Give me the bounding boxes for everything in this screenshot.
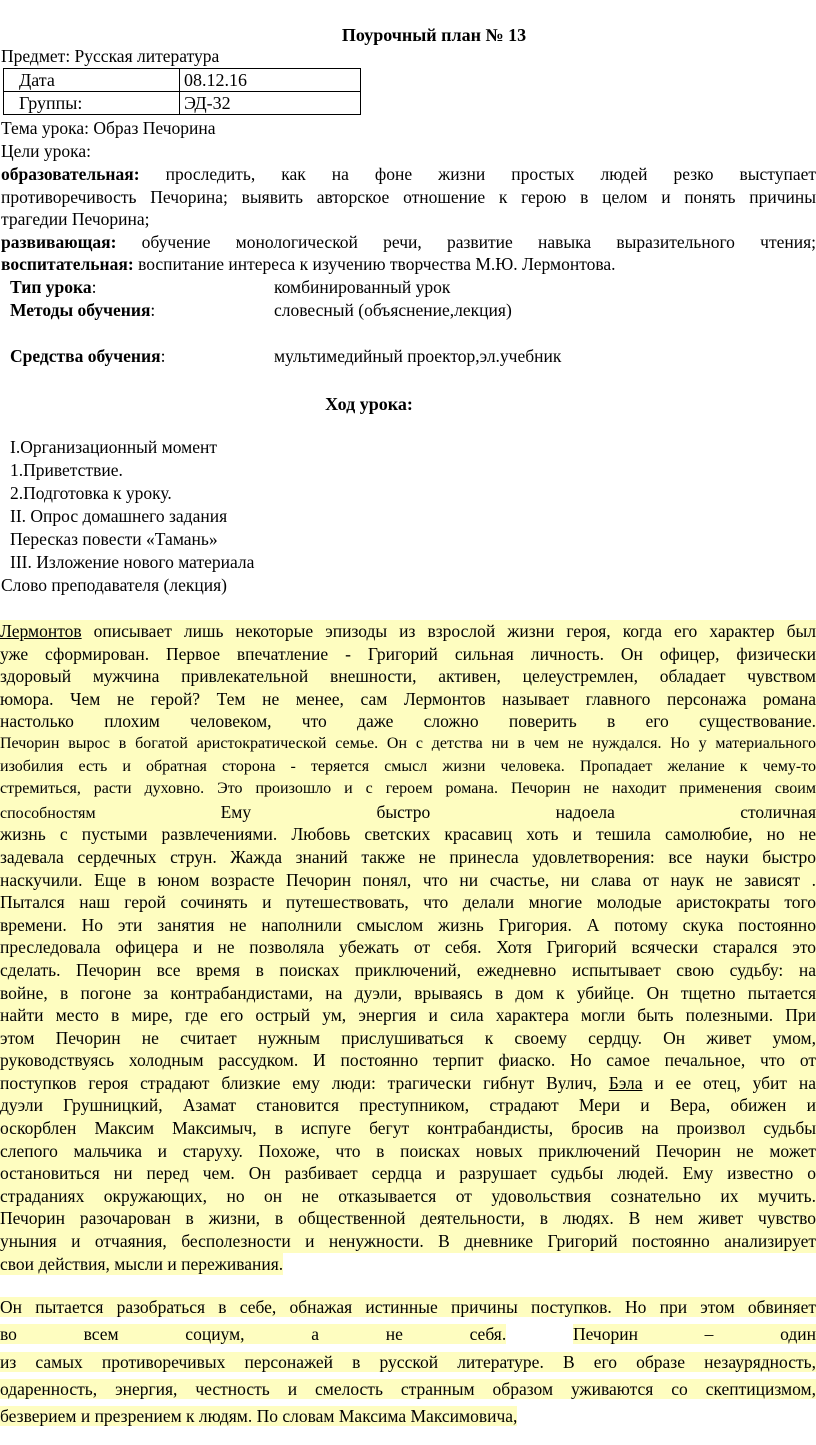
lecture-paragraph-2: Он пытается разобраться в себе, обнажая истинные причины поступков. Но при этом обвиняет во всем социум, а не себя. Печорин – один из самых противоречивых персонажей в русской литературе. В его образе незаурядность, одаренность, энергия, честность и смелость странным образом уживаются со скептицизмом, безверием и презрением к людям. По словам Максима Максимовича, bbox=[0, 1297, 816, 1427]
step-item: Пересказ повести «Тамань» bbox=[10, 529, 218, 549]
step-item: II. Опрос домашнего задания bbox=[10, 506, 228, 526]
subject-line: Предмет: Русская литература bbox=[1, 46, 220, 66]
goal2-text: обучение монологической речи, развитие навыка выразительного чтения; bbox=[141, 231, 816, 252]
lesson-type-row: Тип урока: комбинированный урок bbox=[10, 277, 451, 297]
goal1-line1: проследить, как на фоне жизни простых людей резко выступает bbox=[165, 164, 816, 184]
groups-value: ЭД-32 bbox=[180, 92, 361, 115]
table-row bbox=[4, 92, 361, 115]
step-item: 1.Приветствие. bbox=[10, 460, 123, 480]
teacher-word-line: Слово преподавателя (лекция) bbox=[1, 575, 227, 595]
goals-block bbox=[1, 163, 816, 276]
date-value: 08.12.16 bbox=[180, 69, 361, 92]
course-heading: Ход урока: bbox=[325, 394, 413, 414]
plan-title: Поурочный план № 13 bbox=[341, 25, 527, 45]
meta-table bbox=[3, 68, 361, 115]
lecture-paragraph-1: Лермонтов описывает лишь некоторые эпизоды из взрослой жизни героя, когда его характер был уже сформирован. Первое впечатление - Григорий сильная личность. Он офицер, физически здоровый мужчина привлекательной внешности, активен, целеустремлен, обладает чувством юмора. Чем не герой? Тем не менее, сам Лермонтов называет главного персонажа романа настолько плохим человеком, что даже сложно поверить в его существование. Печорин вырос в богатой аристократической семье. Он с детства ни в чем не нуждался. Но у материального изобилия есть и обратная сторона - теряется смысл жизни человека. Пропадает желание к чему-то стремиться, расти духовно. Это произошло и с героем романа. Печорин не находит применения своим способностям Ему быстро надоела столичная жизнь с пустыми развлечениями. Любовь светских красавиц хоть и тешила самолюбие, но не задевала сердечных струн. Жажда знаний также не принесла удовлетворения: все науки быстро наскучили. Еще в юном возрасте Печорин понял, что ни счастье, ни слава от наук не зависят . Пытался наш герой сочинять и путешествовать, что делали многие молодые аристократы того времени. Но эти занятия не наполнили смыслом жизнь Григория. А потому скука постоянно преследовала офицера и не позволяла убежать от себя. Хотя Григорий всячески старался это сделать. Печорин все время в поисках приключений, ежедневно испытывает свою судьбу: на войне, в погоне за контрабандистами, на дуэли, врываясь в дом к убийце. Он тщетно пытается найти место в мире, где его острый ум, энергия и сила характера могли быть полезными. При этом Печорин не считает нужным прислушиваться к своему сердцу. Он живет умом, руководствуясь холодным рассудком. И постоянно терпит фиаско. Но самое печальное, что от поступков героя страдают близкие ему люди: трагически гибнут Вулич, Бэла и ее отец, убит на дуэли Грушницкий, Азамат становится преступником, страдают Мери и Вера, обижен и оскорблен Максим Максимыч, в испуге бегут контрабандисты, бросив на произвол судьбы слепого мальчика и старуху. Похоже, что в поисках новых приключений Печорин не может остановиться ни перед чем. Он разбивает сердца и разрушает судьбы людей. Ему известно о страданиях окружающих, но он не отказывается от удовольствия сознательно их мучить. Печорин разочарован в жизни, в общественной деятельности, в людях. В нем живет чувство уныния и отчаяния, бесполезности и ненужности. В дневнике Григорий постоянно анализирует свои действия, мысли и переживания. bbox=[0, 621, 816, 1274]
goals-heading: Цели урока: bbox=[1, 141, 91, 161]
methods-label: Методы обучения bbox=[10, 300, 151, 320]
step-item: III. Изложение нового материала bbox=[10, 552, 255, 572]
means-row: Средства обучения: мультимедийный проектор,эл.учебник bbox=[10, 346, 562, 366]
step-item: 2.Подготовка к уроку. bbox=[10, 483, 172, 503]
methods-row: Методы обучения: словесный (объяснение,лекция) bbox=[10, 300, 512, 320]
lesson-type-value: комбинированный урок bbox=[274, 277, 451, 297]
goal1-line2: противоречивость Печорина; выявить авторское отношение к герою в целом и понять причины bbox=[1, 186, 816, 207]
step-item: I.Организационный момент bbox=[10, 437, 218, 457]
methods-value: словесный (объяснение,лекция) bbox=[274, 300, 512, 320]
means-value: мультимедийный проектор,эл.учебник bbox=[274, 346, 562, 366]
topic-line: Тема урока: Образ Печорина bbox=[1, 118, 216, 138]
groups-label: Группы: bbox=[4, 92, 180, 115]
goal1-label: образовательная: bbox=[1, 164, 140, 184]
table-row bbox=[4, 69, 361, 92]
goal2-label: развивающая: bbox=[1, 231, 117, 252]
goal3-text: воспитание интереса к изучению творчества М.Ю. Лермонтова. bbox=[138, 254, 616, 274]
date-label: Дата bbox=[4, 69, 180, 92]
means-label: Средства обучения bbox=[10, 346, 161, 366]
lesson-type-label: Тип урока bbox=[10, 277, 92, 297]
goal1-line3: трагедии Печорина; bbox=[1, 209, 150, 229]
goal3-label: воспитательная: bbox=[1, 254, 134, 274]
bela-link[interactable]: Бэла bbox=[608, 1072, 643, 1093]
lermontov-link[interactable]: Лермонтов bbox=[0, 621, 82, 641]
